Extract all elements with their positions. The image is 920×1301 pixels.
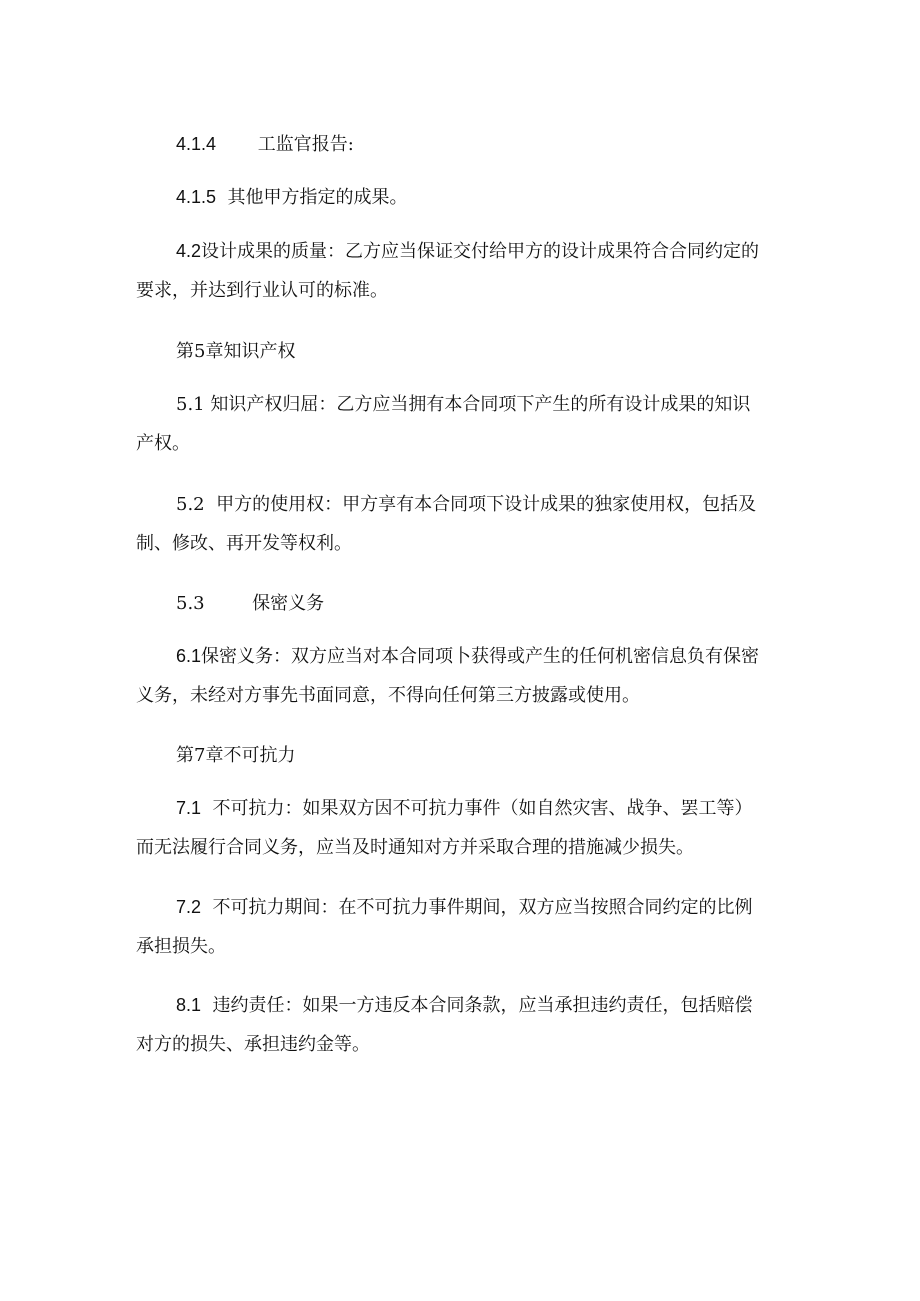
clause-5-3: [136, 584, 786, 623]
chapter-5-heading: [136, 332, 786, 371]
clause-7-1: [136, 789, 786, 867]
clause-4-1-4: [136, 125, 786, 164]
clause-text: 保密义务：双方应当对本合同项卜获得或产生的任何机密信息负有保密: [201, 646, 760, 667]
clause-text-continued: 产权。: [136, 433, 190, 454]
clause-number: 7.2: [176, 897, 202, 917]
clause-8-1: [136, 986, 786, 1064]
clause-text: 违约责任：如果一方违反本合同条款，应当承担违约责任，包括赔偿: [212, 995, 753, 1016]
clause-text: 其他甲方指定的成果。: [227, 187, 408, 208]
clause-text-continued: 承担损失。: [136, 936, 226, 957]
clause-text-continued: 而无法履行合同义务，应当及时通知对方并采取合理的措施减少损失。: [136, 837, 694, 858]
clause-5-1: [136, 385, 786, 463]
clause-number: 7.1: [176, 798, 202, 818]
clause-text-continued: 制、修改、再开发等权利。: [136, 533, 352, 554]
clause-number: 5.1: [176, 394, 205, 415]
chapter-title: 第7章不可抗力: [176, 745, 296, 766]
clause-number: 4.2: [176, 241, 202, 261]
clause-number: 4.1.5: [176, 187, 217, 207]
clause-text-continued: 要求，并达到行业认可的标准。: [136, 280, 388, 301]
clause-number: 5.3: [176, 593, 205, 614]
clause-text: 保密义务: [252, 593, 325, 614]
clause-number: 6.1: [176, 646, 202, 666]
clause-text: 不可抗力期间：在不可抗力事件期间，双方应当按照合同约定的比例: [212, 897, 753, 918]
clause-6-1: [136, 637, 786, 715]
clause-text-continued: 义务，未经对方事先书面同意，不得向任何第三方披露或使用。: [136, 685, 640, 706]
clause-text-continued: 对方的损失、承担违约金等。: [136, 1034, 370, 1055]
clause-7-2: [136, 888, 786, 966]
clause-4-2: [136, 232, 786, 310]
clause-number: 4.1.4: [176, 134, 217, 154]
chapter-title: 第5章知识产权: [176, 341, 296, 362]
clause-number: 8.1: [176, 995, 202, 1015]
clause-4-1-5: [136, 178, 786, 217]
clause-text: 不可抗力：如果双方因不可抗力事件（如自然灾害、战争、罢工等）: [212, 798, 753, 819]
clause-text: 甲方的使用权：甲方享有本合同项下设计成果的独家使用权，包括及: [216, 494, 757, 515]
clause-number: 5.2: [176, 494, 205, 515]
clause-text: 设计成果的质量：乙方应当保证交付给甲方的设计成果符合合同约定的: [201, 241, 760, 262]
clause-text: 知识产权归屈：乙方应当拥有本合同项下产生的所有设计成果的知识: [210, 394, 751, 415]
clause-text: 工监官报告:: [257, 134, 354, 155]
clause-5-2: [136, 485, 786, 563]
chapter-7-heading: [136, 736, 786, 775]
